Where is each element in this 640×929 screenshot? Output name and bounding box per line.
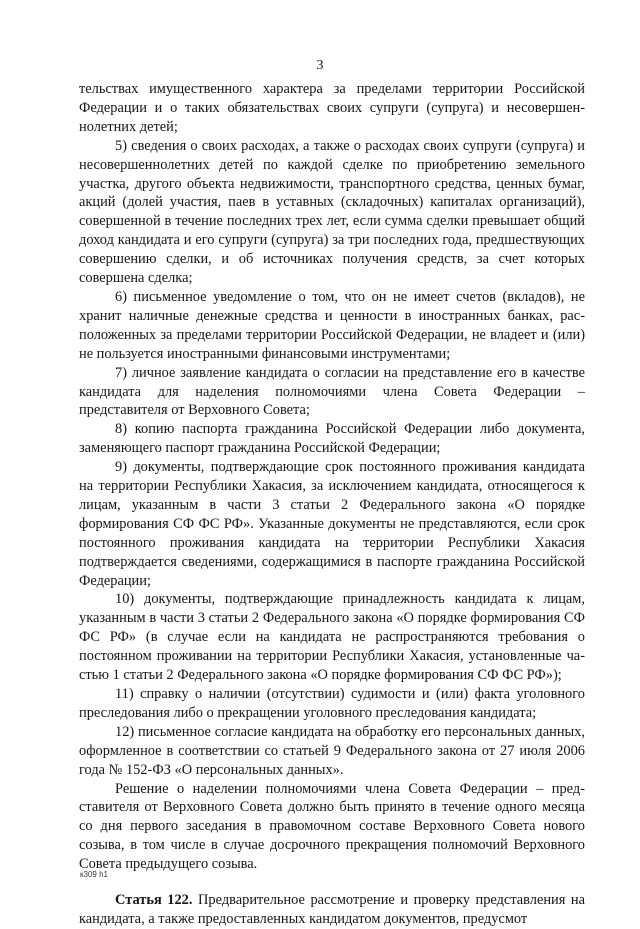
- article-label: Статья 122.: [115, 892, 193, 909]
- paragraph-item-11: 11) справку о наличии (отсутствии) судимости и (или) факта уголовного преследования либо о прекращении уголовного преследования кандидата;: [79, 686, 585, 721]
- page-number: 3: [316, 58, 324, 73]
- paragraph-continuation: тельствах имущественного характера за пределами территории Российской Федерации и о таких обязательствах своих супруги (супруга) и несовершеннолетних детей;: [79, 81, 585, 135]
- article-122: [79, 891, 585, 929]
- footer-code: к309 h1: [80, 870, 108, 879]
- paragraph-item-10: 10) документы, подтверждающие принадлежность кандидата к лицам, указанным в части 3 статьи 2 Федерального закона «О порядке формирования СФ ФС РФ» (в случае если на кандидата не распространяются требования о постоянном проживании на территории Республики Хакасия, установленные частью 1 статьи 2 Федерального закона «О порядке формирования СФ ФС РФ»);: [79, 591, 585, 684]
- document-body: [79, 80, 585, 929]
- article-text: Предварительное рассмотрение и проверку представления на кандидата, а также предоставленных кандидатом документов, предусмот: [79, 892, 586, 927]
- paragraph-item-6: 6) письменное уведомление о том, что он не имеет счетов (вкладов), не хранит наличные денежные средства и ценности в иностранных банках, расположенных за пределами территории Российской Федерации, не владеет и (или) не пользуется иностранными финансовыми инструментами;: [79, 288, 585, 362]
- paragraph-item-7: 7) личное заявление кандидата о согласии на представление его в качестве кандидата для наделения полномочиями члена Совета Федерации – представителя от Верховного Совета;: [79, 364, 585, 419]
- paragraph-item-8: 8) копию паспорта гражданина Российской Федерации либо документа, заменяющего паспорт гражданина Российской Федерации;: [79, 421, 585, 457]
- paragraph-item-5: 5) сведения о своих расходах, а также о расходах своих супруги (супруга) и несовершеннолетних детей по каждой сделке по приобретению земельного участка, другого объекта недвижимости, транспортного средства, ценных бумаг, акций (долей участия, паев в уставных (складочных) капиталах организаций), совершенной в течение последних трех лет, если сумма сделки превышает общий доход кандидата и его супруги (супруга) за три последних года, предшествующих совершению сделки, и об источниках получения средств, за счет которых совершена сделка;: [79, 137, 585, 287]
- paragraph-item-9: 9) документы, подтверждающие срок постоянного проживания кандидата на территории Республики Хакасия, за исключением кандидата, относящегося к лицам, указанным в части 3 статьи 2 Федерального закона «О порядке формирования СФ ФС РФ». Указанные документы не представляются, если срок постоянного проживания кандидата на территории Республики Хакасия подтверждается сведениями, содержащимися в паспорте гражданина Российской Федерации;: [79, 459, 585, 589]
- paragraph-item-12: 12) письменное согласие кандидата на обработку его персональных данных, оформленное в соответствии со статьей 9 Федерального закона от 27 июля 2006 года № 152-ФЗ «О персональных данных».: [79, 723, 585, 778]
- paragraph-decision: Решение о наделении полномочиями члена Совета Федерации – представителя от Верховного Совета должно быть принято в течение одного месяца со дня первого заседания в правомочном составе Верховного Совета нового созыва, в том числе в случае досрочного прекращения полномочий Верховного Совета предыдущего созыва.: [79, 780, 585, 873]
